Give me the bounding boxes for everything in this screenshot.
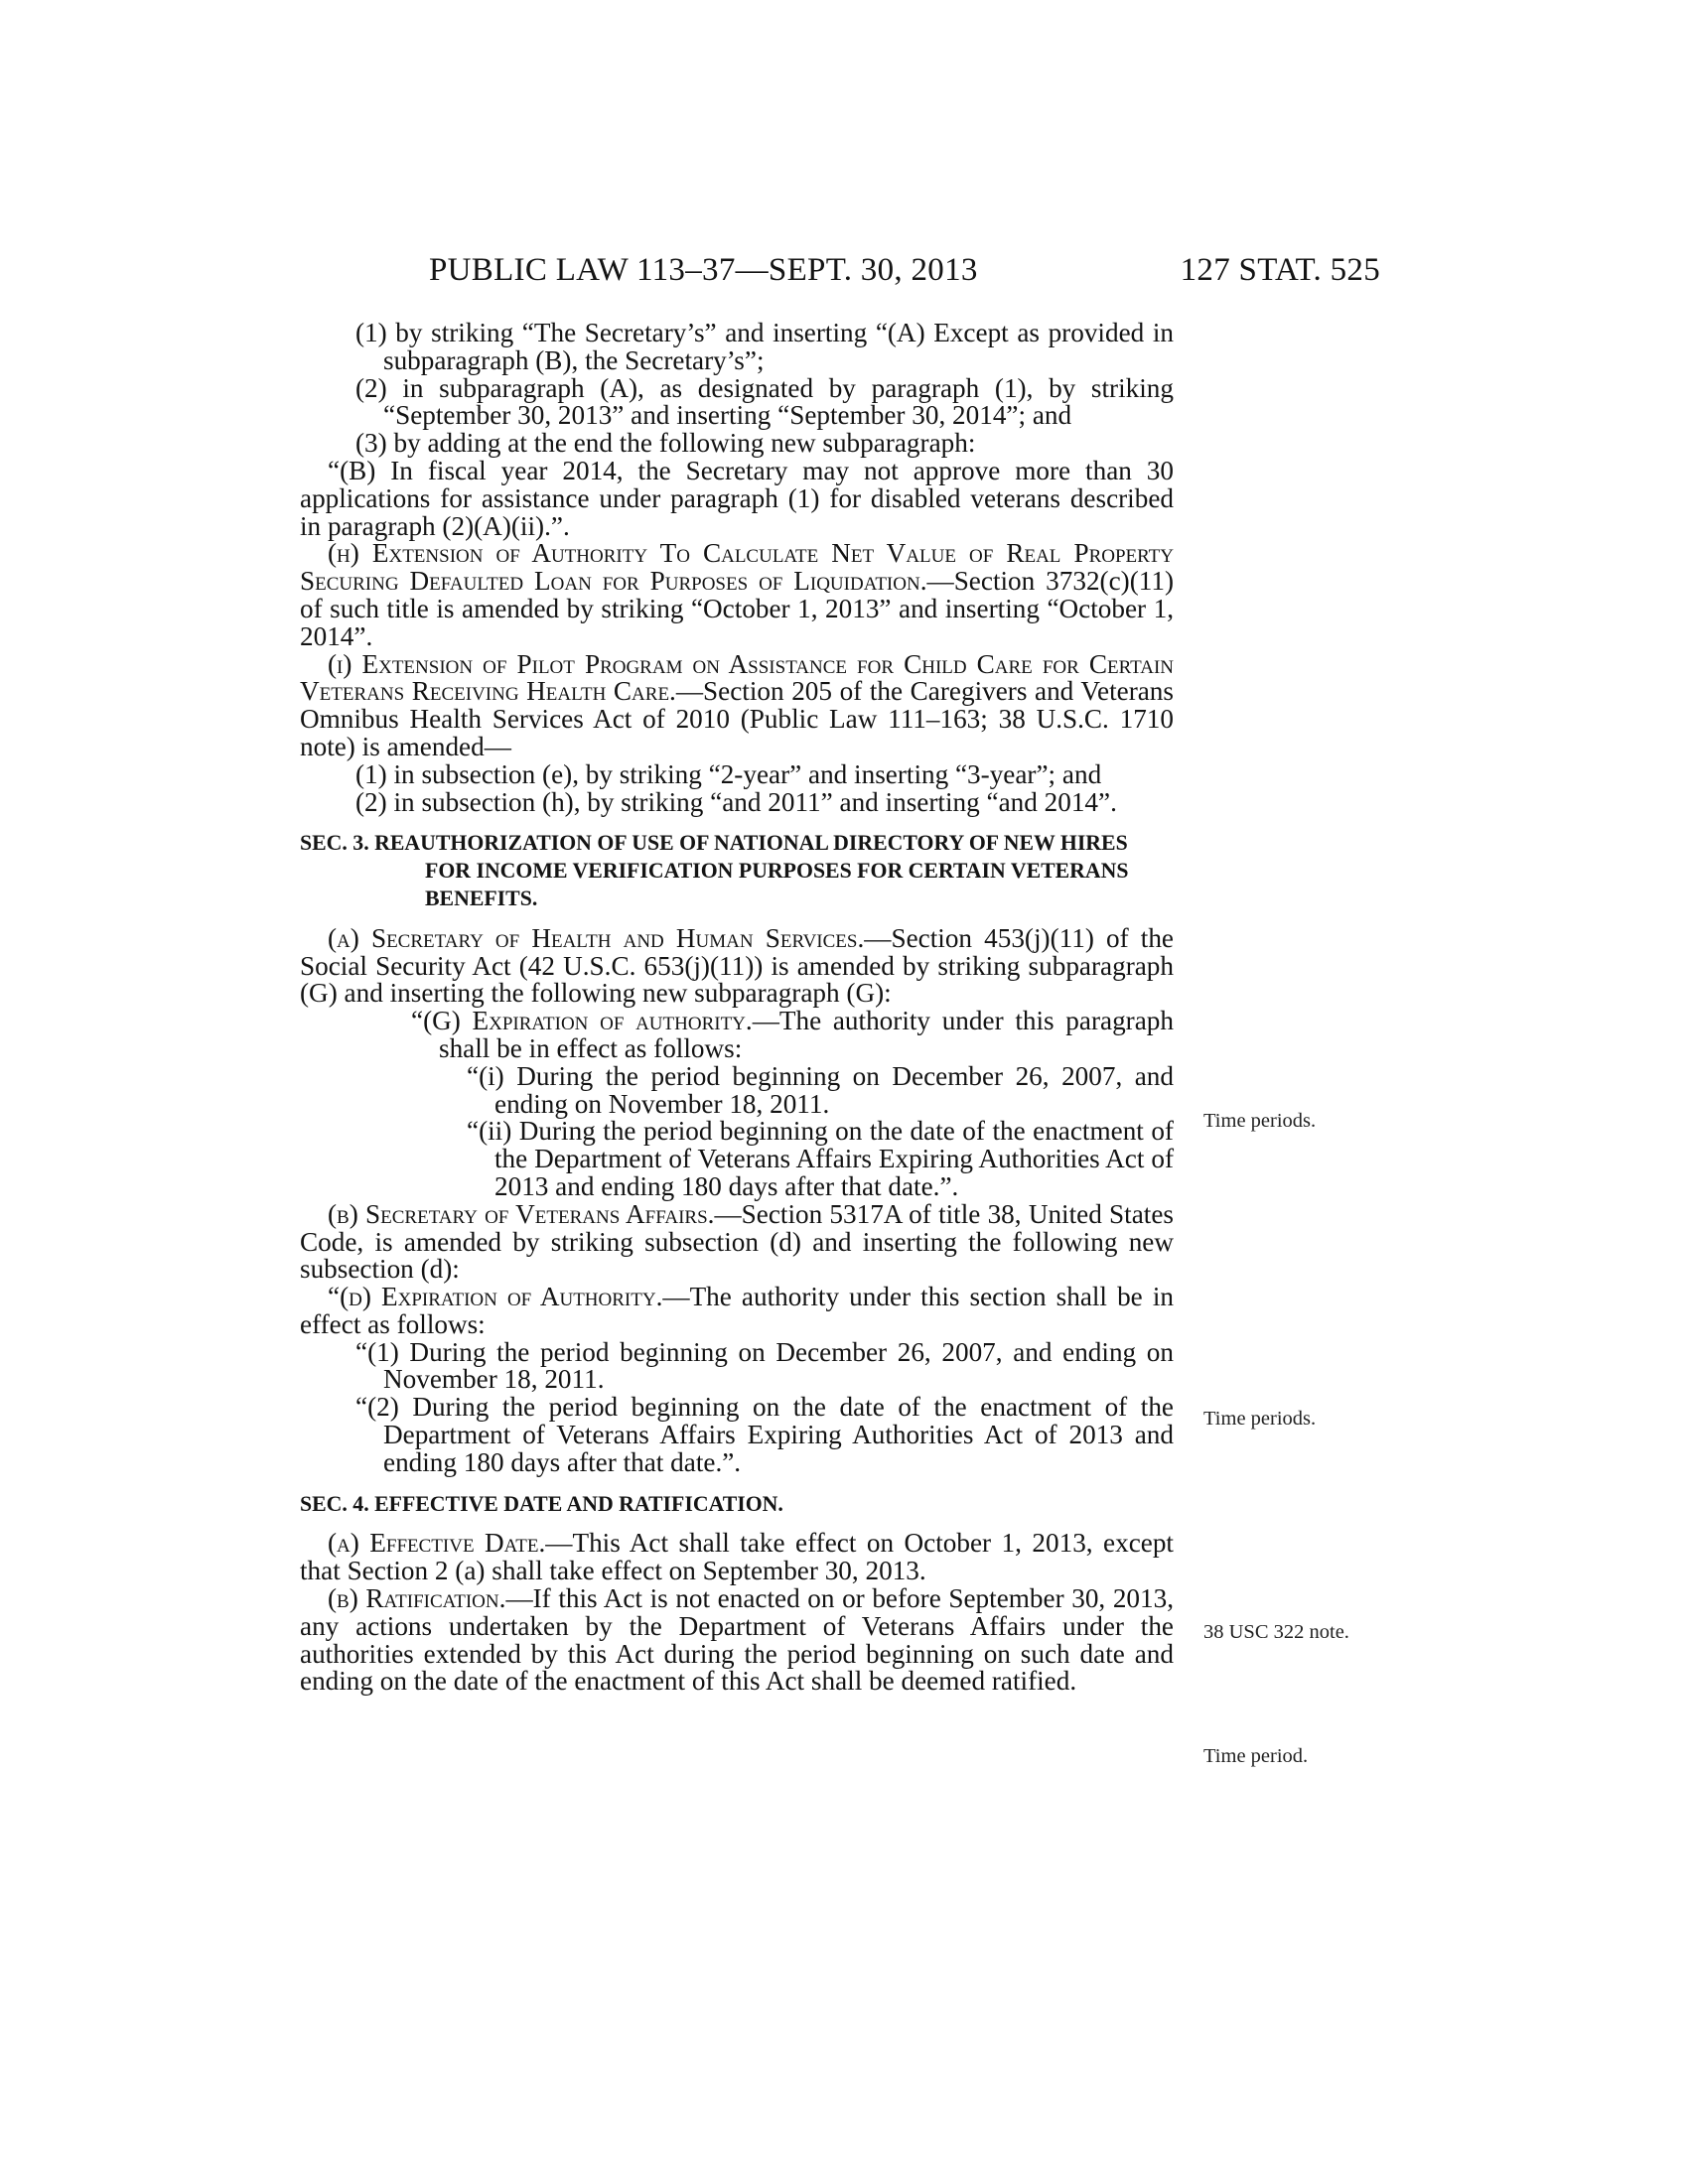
header-title: PUBLIC LAW 113–37—SEPT. 30, 2013 <box>429 252 978 288</box>
section-3-subsection-a <box>300 922 1174 1009</box>
section-4-subsection-a <box>300 1530 1174 1585</box>
subsection-i-text: —Section 205 of the Caregivers and Veterans Omnibus Health Services Act of 2010 (Public Law 111–163; 38 U.S.C. 1710 note) is amended— <box>300 676 1174 761</box>
paragraph-1: (1) by striking “The Secretary’s” and inserting “(A) Except as provided in subparagraph (B), the Secretary’s”; <box>355 318 1174 375</box>
section-3d-text: —The authority under this section shall be in effect as follows: <box>300 1282 1174 1339</box>
section-3b-heading: (b) Secretary of Veterans Affairs. <box>328 1198 715 1229</box>
section-3d-item-2: “(2) During the period beginning on the date of the enactment of the Department of Veterans Affairs Expiring Authorities Act of 2013 and ending 180 days after that date.”. <box>355 1392 1174 1477</box>
section-3g-clause-i: “(i) During the period beginning on December 26, 2007, and ending on November 18, 2011. <box>467 1060 1174 1119</box>
running-header <box>300 252 1380 292</box>
subsection-h <box>300 540 1174 650</box>
section-3b-text: —Section 5317A of title 38, United States Code, is amended by striking subsection (d) and inserting the following new subsection (d): <box>300 1198 1174 1285</box>
subsection-i-heading: (i) Extension of Pilot Program on Assistance for Child Care for Certain Veterans Receiving Health Care. <box>300 648 1174 707</box>
section-3-subparagraph-g <box>328 1008 1174 1063</box>
margin-note-time-period: Time period. <box>1203 1745 1309 1767</box>
section-3g-text: —The authority under this paragraph shall be in effect as follows: <box>439 1006 1174 1063</box>
section-3d-heading: “(d) Expiration of Authority. <box>328 1282 663 1312</box>
subparagraph-b: “(B) In fiscal year 2014, the Secretary may not approve more than 30 applications for assistance under paragraph (1) for disabled veterans described in paragraph (2)(A)(ii).”. <box>300 455 1174 541</box>
section-4b-heading: (b) Ratification. <box>328 1583 506 1614</box>
section-4a-text: —This Act shall take effect on October 1, 2013, except that Section 2 (a) shall take effect on September 30, 2013. <box>300 1528 1174 1586</box>
margin-note-time-periods-2: Time periods. <box>1203 1408 1317 1430</box>
paragraph-2: (2) in subparagraph (A), as designated by paragraph (1), by striking “September 30, 2013” and inserting “September 30, 2014”; and <box>355 372 1174 431</box>
section-4-title: SEC. 4. EFFECTIVE DATE AND RATIFICATION. <box>300 1491 783 1516</box>
subsection-h-heading: (h) Extension of Authority To Calculate Net Value of Real Property Securing Defaulted Loan for Purposes of Liquidation. <box>300 538 1174 597</box>
header-statute-page: 127 STAT. 525 <box>1180 252 1380 288</box>
subsection-h-text: —Section 3732(c)(11) of such title is amended by striking “October 1, 2013” and inserting “October 1, 2014”. <box>300 566 1174 651</box>
section-3-title: SEC. 3. REAUTHORIZATION OF USE OF NATIONAL DIRECTORY OF NEW HIRES FOR INCOME VERIFICATION PURPOSES FOR CERTAIN VETERANS BENEFITS. <box>300 831 1129 910</box>
section-3a-text: —Section 453(j)(11) of the Social Security Act (42 U.S.C. 653(j)(11)) is amended by striking subparagraph (G) and inserting the following new subparagraph (G): <box>300 922 1174 1009</box>
section-3-heading <box>300 830 1174 912</box>
margin-note-usc-citation: 38 USC 322 note. <box>1203 1621 1349 1643</box>
statute-text <box>300 320 1174 1696</box>
section-3d-item-1: “(1) During the period beginning on December 26, 2007, and ending on November 18, 2011. <box>355 1336 1174 1395</box>
section-4a-heading: (a) Effective Date. <box>328 1528 546 1559</box>
section-4-heading <box>300 1491 1174 1519</box>
subsection-i-item-2: (2) in subsection (h), by striking “and 2011” and inserting “and 2014”. <box>355 786 1117 817</box>
section-3-subsection-d <box>300 1284 1174 1339</box>
section-3g-clause-ii: “(ii) During the period beginning on the date of the enactment of the Department of Veterans Affairs Expiring Authorities Act of 2013 and ending 180 days after that date.”. <box>467 1116 1174 1201</box>
subsection-i <box>300 648 1174 761</box>
paragraph-3: (3) by adding at the end the following new subparagraph: <box>355 428 976 459</box>
section-3-subsection-b <box>300 1198 1174 1285</box>
section-3a-heading: (a) Secretary of Health and Human Services. <box>328 922 865 953</box>
section-3g-heading: “(G) Expiration of authority. <box>411 1006 753 1036</box>
subsection-i-item-1: (1) in subsection (e), by striking “2-year” and inserting “3-year”; and <box>355 758 1102 789</box>
section-4b-text: —If this Act is not enacted on or before September 30, 2013, any actions undertaken by the Department of Veterans Affairs under the authorities extended by this Act during the period beginning on such date and ending on the date of the enactment of this Act shall be deemed ratified. <box>300 1583 1174 1697</box>
section-4-subsection-b <box>300 1585 1174 1696</box>
margin-note-time-periods-1: Time periods. <box>1203 1110 1317 1132</box>
